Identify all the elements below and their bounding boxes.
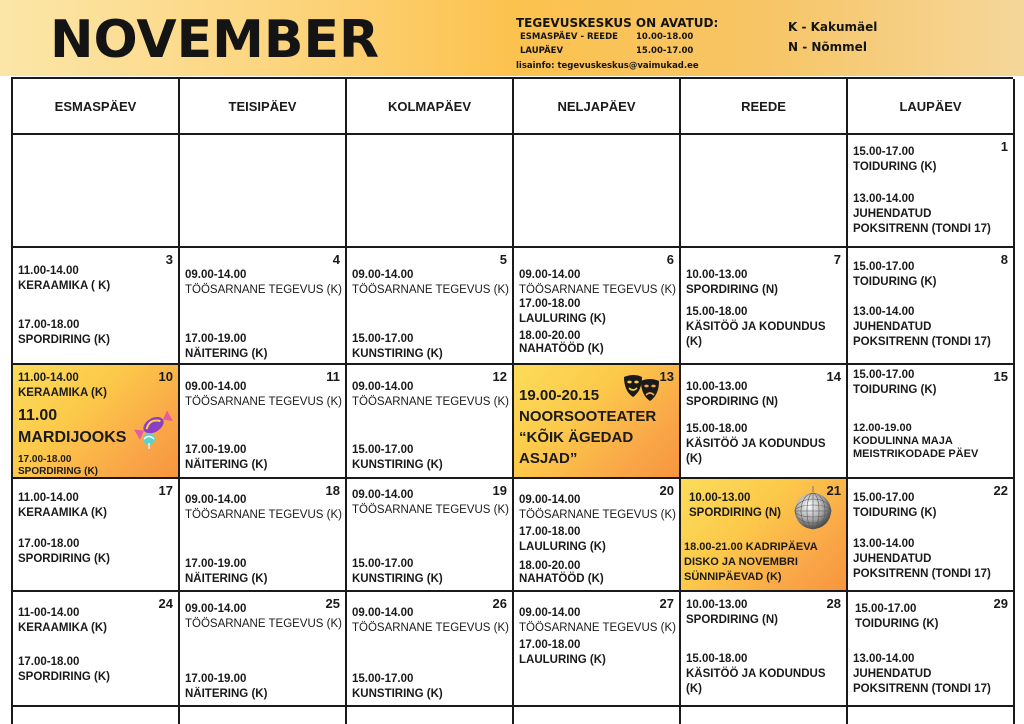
event-name: POKSITRENN (TONDI 17) [853, 223, 991, 235]
day-empty [514, 707, 681, 724]
event-name: SPORDIRING (K) [18, 334, 110, 346]
day-number: 13 [659, 369, 674, 384]
event-time: 09.00-14.00 [519, 494, 581, 506]
event-name: LAULURING (K) [519, 313, 606, 325]
event [853, 652, 1013, 697]
event [686, 380, 846, 410]
event [185, 332, 345, 362]
event [352, 332, 512, 362]
weekday-wednesday: KOLMAPÄEV [347, 79, 514, 135]
event-time: 15.00-18.00 [686, 653, 748, 665]
event-time: 19.00-20.15 [519, 387, 600, 404]
day-number: 22 [993, 483, 1008, 498]
event-time: 15.00-17.00 [853, 146, 915, 158]
event-time: 10.00-13.00 [689, 492, 751, 504]
event-name: KERAAMIKA (K) [18, 507, 108, 519]
event-name: SPORDIRING (K) [18, 671, 110, 683]
event [519, 560, 679, 586]
day-6 [514, 248, 681, 365]
event-name: KERAAMIKA ( K) [18, 280, 111, 292]
day-7 [681, 248, 848, 365]
header-banner [0, 0, 1024, 76]
event-time: 15.00-17.00 [352, 444, 414, 456]
day-11 [180, 365, 347, 479]
event-name: LAULURING (K) [519, 654, 606, 666]
day-21 [681, 479, 848, 592]
day-3 [13, 248, 180, 365]
event-time: 09.00-14.00 [185, 269, 247, 281]
day-number: 19 [492, 483, 507, 498]
event-time: 15.00-18.00 [686, 306, 748, 318]
event-name: POKSITRENN (TONDI 17) [853, 683, 991, 695]
day-24 [13, 592, 180, 707]
event-time: 09.00-14.00 [352, 381, 414, 393]
event [853, 491, 1013, 521]
day-number: 28 [826, 596, 841, 611]
event-time: 13.00-14.00 [853, 193, 915, 205]
event-name: TÖÖSARNANE TEGEVUS (K) [185, 396, 342, 408]
candy-icon [131, 403, 177, 449]
day-number: 20 [659, 483, 674, 498]
day-27 [514, 592, 681, 707]
event-name: TÖÖSARNANE TEGEVUS (K) [519, 509, 676, 521]
event-name: TOIDURING (K) [855, 618, 939, 630]
event-time: 09.00-14.00 [185, 494, 247, 506]
day-empty [13, 707, 180, 724]
day-13 [514, 365, 681, 479]
event-name: NOORSOOTEATER [519, 408, 657, 425]
event-name: SPORDIRING (N) [689, 507, 781, 519]
event-time: 15.00-17.00 [853, 261, 915, 273]
event-name: TÖÖSARNANE TEGEVUS (K) [185, 509, 342, 521]
event-name: SPORDIRING (N) [686, 614, 778, 626]
event-name: JUHENDATUD [853, 553, 932, 565]
event [185, 493, 345, 523]
event-time: 11.00-14.00 [18, 372, 79, 384]
day-empty [681, 707, 848, 724]
event [519, 297, 679, 327]
event [352, 488, 512, 518]
event-name: TOIDURING (K) [853, 276, 937, 288]
event [18, 606, 178, 636]
event [18, 491, 178, 521]
day-number: 18 [325, 483, 340, 498]
weekday-saturday: LAUPÄEV [848, 79, 1015, 135]
event-time: 09.00-14.00 [352, 489, 414, 501]
event [352, 672, 512, 702]
event [853, 537, 1013, 582]
weekday-monday: ESMASPÄEV [13, 79, 180, 135]
event-name: TOIDURING (K) [853, 384, 937, 396]
event-time: 15.00-18.00 [686, 423, 748, 435]
day-number: 17 [158, 483, 173, 498]
event-name: KERAAMIKA (K) [18, 387, 108, 399]
calendar-grid [11, 77, 1013, 724]
event-time: 13.00-14.00 [853, 653, 915, 665]
legend-nomme: N - Nõmmel [788, 40, 867, 54]
day-empty [347, 135, 514, 248]
event [18, 655, 178, 685]
event-time: 17.00-19.00 [185, 333, 247, 345]
day-number: 24 [158, 596, 173, 611]
event-name: SPORDIRING (K) [18, 553, 110, 565]
day-empty [180, 707, 347, 724]
event [185, 672, 345, 702]
event-name: KUNSTIRING (K) [352, 573, 443, 585]
event [519, 493, 679, 523]
event-time: 15.00-17.00 [855, 603, 917, 615]
event-time: 17.00-18.00 [519, 298, 581, 310]
event-time: 17.00-19.00 [185, 673, 247, 685]
event-time: 15.00-17.00 [352, 558, 414, 570]
event-name: KÄSITÖÖ JA KODUNDUS [686, 321, 826, 333]
day-number: 27 [659, 596, 674, 611]
event [352, 268, 512, 298]
event [686, 598, 846, 628]
event [352, 443, 512, 473]
legend-kakumae: K - Kakumäel [788, 20, 878, 34]
event [519, 606, 679, 636]
day-number: 26 [492, 596, 507, 611]
event [519, 525, 679, 555]
event [352, 380, 512, 410]
event [18, 371, 178, 401]
event-time: 17.00-19.00 [185, 444, 247, 456]
event-name: SPORDIRING (N) [686, 396, 778, 408]
event-name: KODULINNA MAJA [853, 435, 953, 447]
event-name: ASJAD” [519, 450, 578, 467]
day-20 [514, 479, 681, 592]
event-time: 18.00-20.00 [519, 330, 581, 342]
day-10 [13, 365, 180, 479]
event-time: 13.00-14.00 [853, 306, 915, 318]
event [185, 557, 345, 587]
event [18, 454, 178, 478]
event-name: KÄSITÖÖ JA KODUNDUS [686, 668, 826, 680]
day-29 [848, 592, 1015, 707]
event [686, 268, 846, 298]
month-title: NOVEMBER [50, 10, 380, 70]
event [853, 368, 1013, 398]
event [853, 422, 1013, 461]
event [686, 652, 846, 697]
day-number: 14 [826, 369, 841, 384]
event [18, 318, 178, 348]
event-name: TÖÖSARNANE TEGEVUS (K) [352, 622, 509, 634]
event-name: “KÕIK ÄGEDAD [519, 429, 634, 446]
event [352, 557, 512, 587]
day-empty [180, 135, 347, 248]
event-time: 11-00-14.00 [18, 607, 80, 619]
event [855, 602, 1015, 632]
event-name: TÖÖSARNANE TEGEVUS (K) [519, 284, 676, 296]
event-time: 15.00-17.00 [853, 492, 915, 504]
event-time: 17.00-19.00 [185, 558, 247, 570]
event [853, 305, 1013, 350]
weekday-thursday: NELJAPÄEV [514, 79, 681, 135]
day-1 [848, 135, 1015, 248]
event-name: LAULURING (K) [519, 541, 606, 553]
day-15 [848, 365, 1015, 479]
event [853, 260, 1013, 290]
event-time: 11.00-14.00 [18, 492, 79, 504]
event-name: JUHENDATUD [853, 321, 932, 333]
event-name: (K) [686, 453, 702, 465]
event-time: 11.00 [18, 407, 58, 424]
event-name: JUHENDATUD [853, 668, 932, 680]
event-name: POKSITRENN (TONDI 17) [853, 568, 991, 580]
day-number: 29 [993, 596, 1008, 611]
event-time: 11.00-14.00 [18, 265, 79, 277]
event-time: 17.00-18.00 [18, 656, 80, 668]
weekday-friday: REEDE [681, 79, 848, 135]
event [18, 537, 178, 567]
event-name: NÄITERING (K) [185, 573, 268, 585]
event-time: 09.00-14.00 [352, 607, 414, 619]
event-name: (K) [686, 336, 702, 348]
event-name: NÄITERING (K) [185, 459, 268, 471]
event-time: 13.00-14.00 [853, 538, 915, 550]
day-number: 1 [1000, 139, 1008, 154]
event [686, 305, 846, 350]
hours-weekdays [516, 30, 716, 44]
day-14 [681, 365, 848, 479]
day-28 [681, 592, 848, 707]
weekday-tuesday: TEISIPÄEV [180, 79, 347, 135]
day-number: 25 [325, 596, 340, 611]
event-time: 15.00-17.00 [352, 673, 414, 685]
event-name: TÖÖSARNANE TEGEVUS (K) [352, 284, 509, 296]
event-name: TÖÖSARNANE TEGEVUS (K) [352, 396, 509, 408]
day-26 [347, 592, 514, 707]
event-time: 17.00-18.00 [18, 454, 72, 465]
event-name: KUNSTIRING (K) [352, 348, 443, 360]
day-12 [347, 365, 514, 479]
disco-ball-icon [793, 486, 833, 530]
event-name: TÖÖSARNANE TEGEVUS (K) [519, 622, 676, 634]
day-5 [347, 248, 514, 365]
opening-hours-title: TEGEVUSKESKUS ON AVATUD: [516, 16, 719, 30]
event-time: 15.00-17.00 [853, 369, 915, 381]
day-empty [514, 135, 681, 248]
event-name: 18.00-21.00 KADRIPÄEVA [684, 541, 818, 553]
day-19 [347, 479, 514, 592]
event-time: 18.00-20.00 [519, 560, 581, 572]
event-time: 09.00-14.00 [185, 381, 247, 393]
event-time: 09.00-14.00 [185, 603, 247, 615]
event [18, 264, 178, 294]
event-name: TOIDURING (K) [853, 161, 937, 173]
day-number: 8 [1000, 252, 1008, 267]
event-name: KUNSTIRING (K) [352, 459, 443, 471]
event-name: DISKO JA NOVEMBRI [684, 556, 798, 568]
event-name: JUHENDATUD [853, 208, 932, 220]
day-18 [180, 479, 347, 592]
event-highlight [684, 540, 844, 585]
day-number: 11 [326, 369, 340, 384]
event-time: 10.00-13.00 [686, 269, 748, 281]
event-time: 17.00-18.00 [519, 526, 581, 538]
event-name: TÖÖSARNANE TEGEVUS (K) [185, 284, 342, 296]
day-number: 21 [826, 483, 841, 498]
event-name: SÜNNIPÄEVAD (K) [684, 571, 782, 583]
event-name: TOIDURING (K) [853, 507, 937, 519]
event [185, 602, 345, 632]
event-name: SPORDIRING (K) [18, 466, 98, 477]
event-name: POKSITRENN (TONDI 17) [853, 336, 991, 348]
hours-saturday-time: 15.00-17.00 [636, 46, 694, 56]
day-number: 7 [833, 252, 841, 267]
day-number: 4 [332, 252, 340, 267]
event-time: 09.00-14.00 [352, 269, 414, 281]
event-time: 12.00-19.00 [853, 422, 912, 434]
event-time: 10.00-13.00 [686, 381, 748, 393]
day-empty [347, 707, 514, 724]
event-time: 09.00-14.00 [519, 607, 581, 619]
hours-weekdays-days: ESMASPÄEV - REEDE [520, 32, 618, 42]
event [519, 330, 679, 356]
theater-masks-icon [622, 373, 662, 403]
event-name: MARDIJOOKS [18, 429, 127, 446]
event [185, 443, 345, 473]
day-8 [848, 248, 1015, 365]
event [853, 145, 1013, 175]
event-name: SPORDIRING (N) [686, 284, 778, 296]
event-name: NÄITERING (K) [185, 688, 268, 700]
event [185, 380, 345, 410]
event-name: KUNSTIRING (K) [352, 688, 443, 700]
event [352, 606, 512, 636]
contact-info: lisainfo: tegevuskeskus@vaimukad.ee [516, 61, 699, 71]
day-4 [180, 248, 347, 365]
event-time: 09.00-14.00 [519, 269, 581, 281]
day-empty [848, 707, 1015, 724]
day-number: 10 [158, 369, 173, 384]
event [519, 268, 679, 298]
hours-weekdays-time: 10.00-18.00 [636, 32, 694, 42]
location-legend [788, 17, 877, 57]
event-name: KÄSITÖÖ JA KODUNDUS [686, 438, 826, 450]
day-number: 3 [165, 252, 173, 267]
event [185, 268, 345, 298]
day-number: 5 [499, 252, 507, 267]
event-name: NAHATÖÖD (K) [519, 343, 604, 355]
hours-saturday-days: LAUPÄEV [520, 46, 564, 56]
event-time: 10.00-13.00 [686, 599, 748, 611]
day-25 [180, 592, 347, 707]
event-name: KERAAMIKA (K) [18, 622, 108, 634]
event-name: TÖÖSARNANE TEGEVUS (K) [185, 618, 342, 630]
event-name: NAHATÖÖD (K) [519, 573, 604, 585]
event [519, 638, 679, 668]
day-empty [13, 135, 180, 248]
event-time: 15.00-17.00 [352, 333, 414, 345]
event-time: 17.00-18.00 [18, 538, 80, 550]
day-number: 6 [666, 252, 674, 267]
event-name: MEISTRIKODADE PÄEV [853, 448, 979, 460]
event [686, 422, 846, 467]
event-name: (K) [686, 683, 702, 695]
day-empty [681, 135, 848, 248]
event [853, 192, 1013, 237]
day-number: 15 [993, 369, 1008, 384]
event-time: 17.00-18.00 [18, 319, 80, 331]
event-time: 17.00-18.00 [519, 639, 581, 651]
opening-hours [516, 17, 718, 72]
event-name: NÄITERING (K) [185, 348, 268, 360]
day-22 [848, 479, 1015, 592]
day-number: 12 [492, 369, 507, 384]
hours-saturday [516, 44, 716, 59]
day-17 [13, 479, 180, 592]
event-name: TÖÖSARNANE TEGEVUS (K) [352, 504, 509, 516]
